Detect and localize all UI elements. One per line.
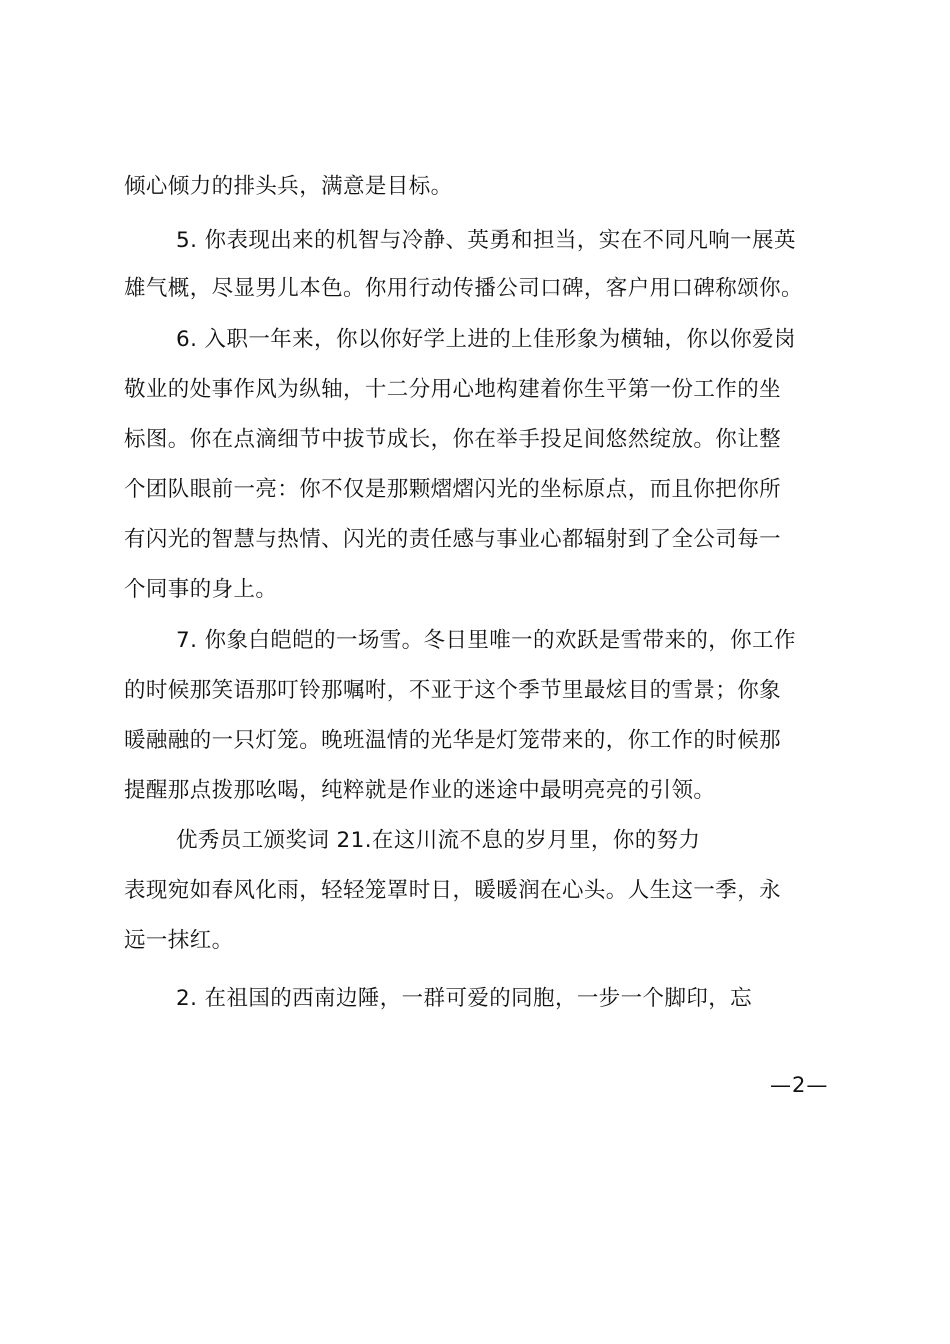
text-line: 提醒那点拨那吆喝，纯粹就是作业的迷途中最明亮亮的引领。 xyxy=(124,778,716,803)
page-number: —2— xyxy=(770,1073,829,1097)
text-line: 敬业的处事作风为纵轴，十二分用心地构建着你生平第一份工作的坐 xyxy=(124,377,782,402)
text-line: 有闪光的智慧与热情、闪光的责任感与事业心都辐射到了全公司每一 xyxy=(124,527,782,552)
text-line: 雄气概，尽显男儿本色。你用行动传播公司口碑，客户用口碑称颂你。 xyxy=(124,276,803,301)
text-line: 暖融融的一只灯笼。晚班温情的光华是灯笼带来的，你工作的时候那 xyxy=(124,728,782,753)
text-line: 远一抹红。 xyxy=(124,928,234,953)
text-line: 标图。你在点滴细节中拔节成长，你在举手投足间悠然绽放。你让整 xyxy=(124,427,782,452)
paragraph-7-line: 7. 你象白皑皑的一场雪。冬日里唯一的欢跃是雪带来的，你工作 xyxy=(176,628,796,653)
paragraph-2-line: 2. 在祖国的西南边陲，一群可爱的同胞，一步一个脚印，忘 xyxy=(176,986,753,1011)
text-line: 个团队眼前一亮：你不仅是那颗熠熠闪光的坐标原点，而且你把你所 xyxy=(124,477,782,502)
paragraph-5-line: 5. 你表现出来的机智与冷静、英勇和担当，实在不同凡响一展英 xyxy=(176,228,796,253)
text-line: 倾心倾力的排头兵，满意是目标。 xyxy=(124,174,453,199)
text-line: 表现宛如春风化雨，轻轻笼罩时日，暖暖润在心头。人生这一季，永 xyxy=(124,878,782,903)
award-heading-line: 优秀员工颁奖词 21.在这川流不息的岁月里，你的努力 xyxy=(176,828,701,853)
text-line: 个同事的身上。 xyxy=(124,577,278,602)
text-line: 的时候那笑语那叮铃那嘱咐，不亚于这个季节里最炫目的雪景；你象 xyxy=(124,678,782,703)
paragraph-6-line: 6. 入职一年来，你以你好学上进的上佳形象为横轴，你以你爱岗 xyxy=(176,327,796,352)
